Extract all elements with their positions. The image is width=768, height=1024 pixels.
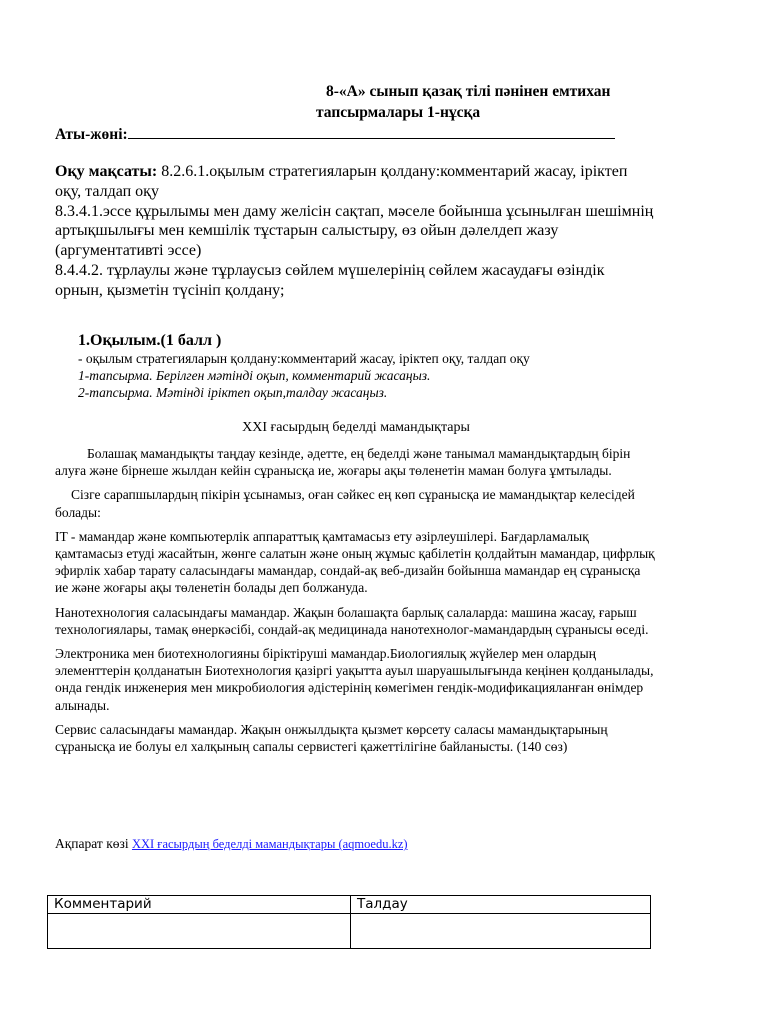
objective-1: Оқу мақсаты: 8.2.6.1.оқылым стратегияларын қолдану:комментарий жасау, іріктеп оқу, талдап оқу <box>55 163 628 200</box>
analysis-column-header: Талдау <box>351 896 651 914</box>
objective-2: 8.3.4.1.эссе құрылымы мен даму желісін сақтап, мәселе бойынша ұсынылған шешімнің артықшылығы мен кемшілік тұстарын салыстыру, өз ойын дәлелдеп жазу (аргументативті эссе) <box>55 202 654 260</box>
reading-strategy: - оқылым стратегияларын қолдану:комментарий жасау, іріктеп оқу, талдап оқу <box>78 351 530 366</box>
article-paragraph: Нанотехнология саласындағы мамандар. Жақын болашақта барлық салаларда: машина жасау, ғарыш технологиялары, тамақ өнеркәсібі, сондай-ақ медицинада нанотехнолог-мамандардың сұранысы өседі. <box>55 604 649 637</box>
answer-table-row <box>48 914 651 949</box>
analysis-answer-cell[interactable] <box>351 914 651 949</box>
article-paragraph: Болашақ мамандықты таңдау кезінде, әдетте, ең беделді және танымал мамандықтардың бірін алуға және бірнеше жылдан кейін сұранысқа ие, жоғары ақы төленетін маман болуға ұмтылады. <box>55 446 631 479</box>
source-label: Ақпарат көзі <box>55 836 129 851</box>
name-field-row <box>55 124 615 144</box>
article-paragraph: Электроника мен биотехнологияны біріктіруші мамандар.Биологиялық жүйелер мен олардың элементтерін қолданатын Биотехнология қазіргі уақытта ауыл шаруашылығында кеңінен қолданылады, онда гендік инженерия мен микробиология әдістерінің көмегімен гендік-модификацияланған өнімдер алынады. <box>55 646 654 713</box>
task-1: 1-тапсырма. Берілген мәтінді оқып, комментарий жасаңыз. <box>78 368 431 383</box>
article-paragraph: IT - мамандар және компьютерлік аппараттық қамтамасыз ету әзірлеушілері. Бағдарламалық қамтамасыз етуді жасайтын, жөнге салатын және оның жұмыс қабілетін қолдайтын мамандар, цифрлық эфирлік хабар тарату саласындағы мамандар, сондай-ақ веб-дизайн бойынша мамандар ең сұранысқа ие және жоғары ақы төленетін болады деп болжануда. <box>55 528 655 596</box>
objective-3: 8.4.4.2. тұрлаулы және тұрлаусыз сөйлем мүшелерінің сөйлем жасаудағы өзіндік орнын, қызметін түсініп қолдану; <box>55 261 605 299</box>
name-label: Аты-жөні: <box>55 126 128 143</box>
learning-objectives <box>55 162 655 301</box>
article-body <box>55 445 655 762</box>
comment-answer-cell[interactable] <box>48 914 351 949</box>
answer-table-header-row <box>48 896 651 914</box>
reading-section-title: 1.Оқылым.(1 балл ) <box>78 332 222 349</box>
article-title: XXI ғасырдың беделді мамандықтары <box>242 420 470 435</box>
source-line <box>55 836 408 852</box>
name-blank-line[interactable] <box>128 124 615 139</box>
reading-section <box>78 332 678 401</box>
answer-table <box>47 895 651 949</box>
comment-column-header: Комментарий <box>48 896 351 914</box>
document-title-line2: тапсырмалары 1-нұсқа <box>316 104 481 121</box>
article-paragraph: Сервис саласындағы мамандар. Жақын онжылдықта қызмет көрсету саласы мамандықтарының сұранысқа ие болуы ел халқының сапалы сервистегі қажеттілігіне байланысты. (140 сөз) <box>55 721 608 755</box>
article-paragraph: Сізге сарапшылардың пікірін ұсынамыз, оған сәйкес ең көп сұранысқа ие мамандықтар келесідей болады: <box>55 487 635 520</box>
objectives-label: Оқу мақсаты: <box>55 163 158 180</box>
document-title-line1: 8-«А» сынып қазақ тілі пәнінен емтихан <box>326 83 611 100</box>
task-2: 2-тапсырма. Мәтінді іріктеп оқып,талдау жасаңыз. <box>78 385 388 400</box>
source-link[interactable]: XXI ғасырдың беделді мамандықтары (aqmoedu.kz) <box>131 837 408 851</box>
